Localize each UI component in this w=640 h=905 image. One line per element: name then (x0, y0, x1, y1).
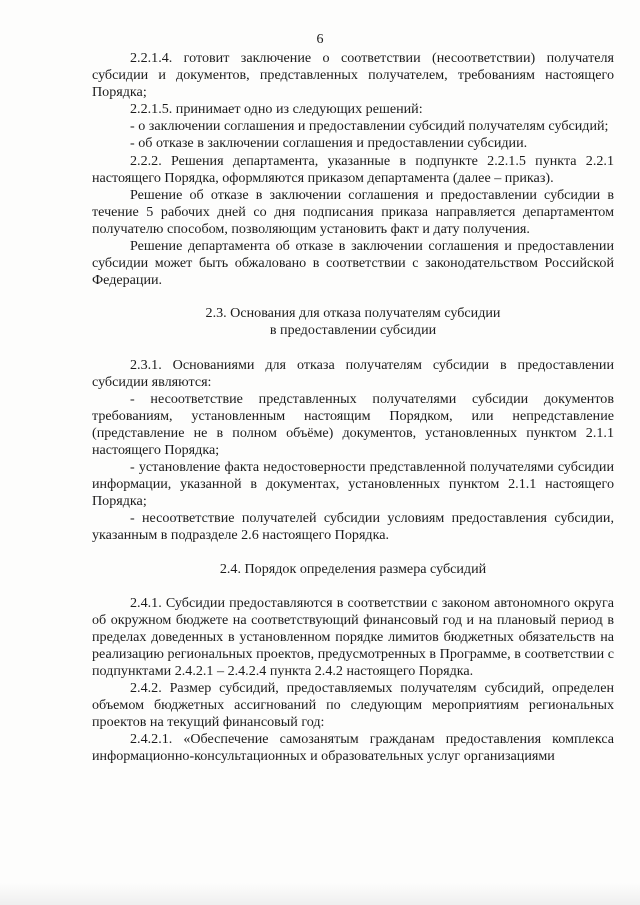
page-bottom-edge (0, 883, 640, 905)
list-item-conclude-agreement: - о заключении соглашения и предоставлении субсидий получателям субсидий; (130, 118, 609, 135)
page-number: 6 (316, 32, 324, 47)
paragraph-2-2-1-5: 2.2.1.5. принимает одно из следующих решений: (130, 101, 423, 118)
list-item-refuse-agreement: - об отказе в заключении соглашения и предоставлении субсидии. (130, 135, 528, 152)
paragraph-2-4-2: 2.4.2. Размер субсидий, предоставляемых получателям субсидий, определен объемом бюджетных ассигнований по следующим мероприятиям региональных проектов на текущий финансовый год: (92, 680, 614, 731)
document-body (92, 50, 614, 766)
paragraph-appeal: Решение департамента об отказе в заключении соглашения и предоставлении субсидии может быть обжаловано в соответствии с законодательством Российской Федерации. (92, 238, 614, 289)
section-heading-2-4: 2.4. Порядок определения размера субсидий (219, 560, 487, 577)
paragraph-refusal-notice: Решение об отказе в заключении соглашения и предоставлении субсидии в течение 5 рабочих дней со дня подписания приказа направляется департаментом получателю способом, позволяющим установить факт и дату получения. (92, 186, 614, 237)
paragraph-2-4-1: 2.4.1. Субсидии предоставляются в соответствии с законом автономного округа об окружном бюджете на соответствующий финансовый год и на плановый период в пределах доведенных в установленном порядке лимитов бюджетных обязательств на реализацию региональных проектов, предусмотренных в Программе, в соответствии с подпунктами 2.4.2.1 – 2.4.2.4 пункта 2.4.2 настоящего Порядка. (92, 594, 614, 679)
list-item-nonconformity-conditions: - несоответствие получателей субсидии условиям предоставления субсидии, указанным в подразделе 2.6 настоящего Порядка. (92, 510, 614, 544)
section-heading-2-3-line2: в предоставлении субсидии (269, 322, 437, 339)
section-heading-2-3-line1: 2.3. Основания для отказа получателям субсидии (205, 305, 501, 322)
list-item-nonconformity-documents: - несоответствие представленных получателями субсидии документов требованиям, установленным настоящим Порядком, или непредставление (представление не в полном объёме) документов, установленных пунктом 2.1.1 настоящего Порядка; (92, 390, 614, 458)
paragraph-2-4-2-1: 2.4.2.1. «Обеспечение самозанятым гражданам предоставления комплекса информационно-консультационных и образовательных услуг организациями (92, 731, 614, 765)
paragraph-2-2-1-4: 2.2.1.4. готовит заключение о соответствии (несоответствии) получателя субсидии и документов, представленных получателем, требованиям настоящего Порядка; (92, 50, 614, 101)
paragraph-2-2-2: 2.2.2. Решения департамента, указанные в подпункте 2.2.1.5 пункта 2.2.1 настоящего Порядка, оформляются приказом департамента (далее – приказ). (92, 152, 614, 186)
paragraph-2-3-1: 2.3.1. Основаниями для отказа получателям субсидии в предоставлении субсидии являются: (92, 356, 614, 390)
list-item-unreliable-information: - установление факта недостоверности представленной получателями субсидии информации, указанной в документах, установленных пунктом 2.1.1 настоящего Порядка; (92, 459, 614, 510)
